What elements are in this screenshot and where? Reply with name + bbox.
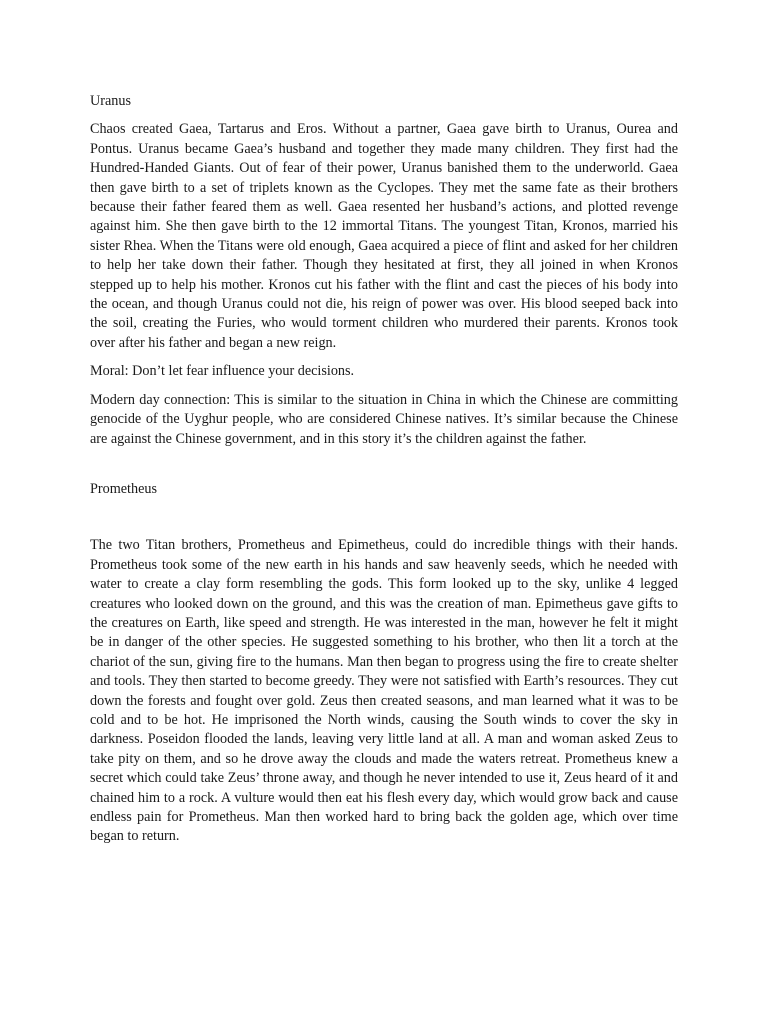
paragraph-uranus-connection: Modern day connection: This is similar to the situation in China in which the Chinese are committing genocide of the Uyghur people, who are considered Chinese natives. It’s similar because the Chinese are against the Chinese government, and in this story it’s the children against the father. <box>90 391 678 447</box>
paragraph-prometheus-story: The two Titan brothers, Prometheus and Epimetheus, could do incredible things with their hands. Prometheus took some of the new earth in his hands and saw heavenly seeds, which he needed with water to create a clay form resembling the gods. This form looked up to the sky, unlike 4 legged creatures who looked down on the ground, and this was the creation of man. Epimetheus gave gifts to the creatures on Earth, like speed and strength. He was interested in the man, however he felt it might be in danger of the other species. He suggested something to his brother, who then lit a torch at the chariot of the sun, giving fire to the humans. Man then began to progress using the fire to create shelter and tools. They then started to become greedy. They were not satisfied with Earth’s resources. They cut down the forests and fought over gold. Zeus then created seasons, and man learned what it was to be cold and to be hot. He imprisoned the North winds, causing the South winds to cover the sky in darkness. Poseidon flooded the lands, leaving very little land at all. A man and woman asked Zeus to take pity on them, and so he drove away the clouds and made the waters retreat. Prometheus knew a secret which could take Zeus’ throne away, and though he never intended to use it, Zeus heard of it and chained him to a rock. A vulture would then eat his flesh every day, which would grow back and cause endless pain for Prometheus. Man then worked hard to bring back the golden age, which over time began to return. <box>90 537 678 845</box>
section-title-prometheus: Prometheus <box>90 480 157 497</box>
paragraph-uranus-moral: Moral: Don’t let fear influence your decisions. <box>90 363 355 380</box>
paragraph-uranus-story: Chaos created Gaea, Tartarus and Eros. Without a partner, Gaea gave birth to Uranus, Ourea and Pontus. Uranus became Gaea’s husband and together they made many children. They first had the Hundred-Handed Giants. Out of fear of their power, Uranus banished them to the underworld. Gaea then gave birth to a set of triplets known as the Cyclopes. They met the same fate as their brothers because their father feared them as well. Gaea resented her husband’s actions, and plotted revenge against him. She then gave birth to the 12 immortal Titans. The youngest Titan, Kronos, married his sister Rhea. When the Titans were old enough, Gaea acquired a piece of flint and asked for her children to help her take down their father. Though they hesitated at first, they all joined in when Kronos stepped up to help his mother. Kronos cut his father with the flint and cast the pieces of his body into the ocean, and though Uranus could not die, his reign of power was over. His blood seeped back into the soil, creating the Furies, who would torment children who murdered their parents. Kronos took over after his father and began a new reign. <box>90 121 678 351</box>
document-page <box>90 92 678 847</box>
section-title-uranus: Uranus <box>90 93 131 109</box>
